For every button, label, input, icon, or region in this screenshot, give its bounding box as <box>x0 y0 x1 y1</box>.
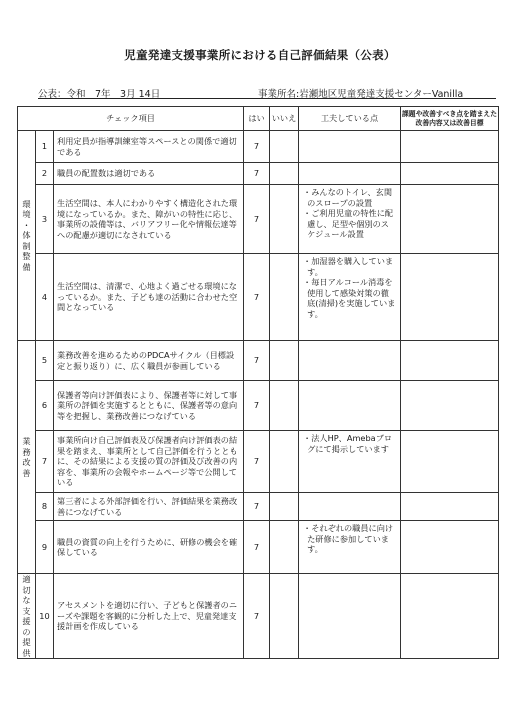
row-number: 1 <box>36 131 54 163</box>
header-row <box>18 107 499 131</box>
table-row <box>18 131 499 163</box>
no-count <box>270 574 299 659</box>
evaluation-table <box>17 106 499 659</box>
row-number: 2 <box>36 163 54 185</box>
efforts-cell <box>299 493 401 521</box>
yes-count: 7 <box>244 254 270 341</box>
section-char: 境 <box>22 209 31 220</box>
section-char: 援 <box>22 616 31 626</box>
efforts-cell <box>299 431 401 493</box>
efforts-cell <box>299 131 401 163</box>
table-row <box>18 381 499 431</box>
improvements-cell <box>401 521 499 574</box>
section-char: 善 <box>22 467 31 478</box>
yes-count: 7 <box>244 493 270 521</box>
effort-note: ・みんなのトイレ、玄関のスロープの設置 <box>303 187 393 208</box>
no-count <box>270 341 299 381</box>
row-number: 6 <box>36 381 54 431</box>
header-yes: はい <box>244 107 270 131</box>
header-efforts: 工夫している点 <box>299 107 401 131</box>
check-item-text: 保護者等向け評価表により、保護者等に対して事業所の評価を実施するとともに、保護者等の意向等を把握し、業務改善につなげている <box>54 381 244 431</box>
section-char: 供 <box>22 647 31 658</box>
info-underline <box>38 98 496 99</box>
yes-count: 7 <box>244 163 270 185</box>
improvements-cell <box>401 185 499 254</box>
section-char: 業 <box>22 436 31 446</box>
efforts-cell <box>299 574 401 659</box>
efforts-cell <box>299 521 401 574</box>
improvements-cell <box>401 574 499 659</box>
no-count <box>270 431 299 493</box>
row-number: 8 <box>36 493 54 521</box>
no-count <box>270 493 299 521</box>
header-no: いいえ <box>270 107 299 131</box>
section-support <box>18 574 36 659</box>
table-row <box>18 521 499 574</box>
table-row <box>18 431 499 493</box>
table-row <box>18 574 499 659</box>
row-number: 7 <box>36 431 54 493</box>
check-item-text: 職員の配置数は適切である <box>54 163 244 185</box>
improvements-cell <box>401 341 499 381</box>
check-item-text: 生活空間は、本人にわかりやすく構造化された環境になっているか。また、障がいの特性に応じ、事業所の設備等は、バリアフリー化や情報伝達等への配慮が適切になされている <box>54 185 244 254</box>
facility-name: 事業所名:岩瀬地区児童発達支援センターVanilla <box>258 89 464 100</box>
yes-count: 7 <box>244 431 270 493</box>
no-count <box>270 131 299 163</box>
page-title: 児童発達支援事業所における自己評価結果（公表） <box>124 48 396 62</box>
effort-note: ・加湿器を購入しています。 <box>303 256 394 277</box>
section-char: 備 <box>22 261 31 272</box>
improvements-cell <box>401 431 499 493</box>
section-char: 体 <box>22 230 31 241</box>
efforts-cell <box>299 381 401 431</box>
table-row <box>18 185 499 254</box>
table-row <box>18 493 499 521</box>
row-number: 9 <box>36 521 54 574</box>
section-char: な <box>22 595 31 605</box>
check-item-text: 第三者による外部評価を行い、評価結果を業務改善につなげている <box>54 493 244 521</box>
section-char: ・ <box>22 219 31 230</box>
no-count <box>270 381 299 431</box>
no-count <box>270 254 299 341</box>
section-char: の <box>22 626 31 637</box>
improvements-cell <box>401 493 499 521</box>
check-item-text: 事業所向け自己評価表及び保護者向け評価表の結果を踏まえ、事業所として自己評価を行うとともに、その結果による支援の質の評価及び改善の内容を、事業所の会報やホームページ等で公開している <box>54 431 244 493</box>
check-item-text: 利用定員が指導訓練室等スペースとの関係で適切である <box>54 131 244 163</box>
no-count <box>270 521 299 574</box>
improvements-cell <box>401 381 499 431</box>
section-environment <box>18 131 36 341</box>
improvements-cell <box>401 254 499 341</box>
yes-count: 7 <box>244 341 270 381</box>
section-improvement <box>18 341 36 574</box>
no-count <box>270 185 299 254</box>
yes-count: 7 <box>244 381 270 431</box>
row-number: 5 <box>36 341 54 381</box>
section-char: 適 <box>22 574 31 584</box>
section-char: 環 <box>22 198 31 209</box>
no-count <box>270 163 299 185</box>
efforts-cell <box>299 163 401 185</box>
section-char: 整 <box>22 251 31 262</box>
efforts-cell <box>299 185 401 254</box>
yes-count: 7 <box>244 574 270 659</box>
yes-count: 7 <box>244 521 270 574</box>
yes-count: 7 <box>244 131 270 163</box>
row-number: 3 <box>36 185 54 254</box>
header-check-items: チェック項目 <box>18 107 244 131</box>
section-char: 制 <box>22 240 31 251</box>
efforts-cell <box>299 341 401 381</box>
section-char: 切 <box>22 584 31 595</box>
check-item-text: アセスメントを適切に行い、子どもと保護者のニーズや課題を客観的に分析した上で、児童発達支援計画を作成している <box>54 574 244 659</box>
check-item-text: 職員の資質の向上を行うために、研修の機会を確保している <box>54 521 244 574</box>
row-number: 4 <box>36 254 54 341</box>
section-char: 支 <box>22 605 31 616</box>
section-char: 務 <box>22 446 31 457</box>
effort-note: ・それぞれの職員に向けた研修に参加しています。 <box>303 523 394 554</box>
row-number: 10 <box>36 574 54 659</box>
effort-note: ・毎日アルコール消毒を使用して感染対策の徹底(清掃)を実施しています。 <box>303 277 396 319</box>
check-item-text: 業務改善を進めるためのPDCAサイクル（目標設定と振り返り）に、広く職員が参画している <box>54 341 244 381</box>
effort-note: ・ご利用児童の特性に配慮し、足型や個別のスケジュール設置 <box>303 208 394 239</box>
yes-count: 7 <box>244 185 270 254</box>
table-row <box>18 254 499 341</box>
improvements-cell <box>401 131 499 163</box>
section-char: 提 <box>22 637 31 647</box>
section-char: 改 <box>22 457 31 467</box>
table-row <box>18 163 499 185</box>
check-item-text: 生活空間は、清潔で、心地よく過ごせる環境になっているか。また、子ども達の活動に合わせた空間となっている <box>54 254 244 341</box>
header-improvements: 課題や改善すべき点を踏まえた改善内容又は改善目標 <box>401 107 499 131</box>
efforts-cell <box>299 254 401 341</box>
improvements-cell <box>401 163 499 185</box>
publication-date: 公表：令和 7年 3月 14日 <box>38 89 161 100</box>
effort-note: ・法人HP、Amebaブログにて掲示しています <box>303 433 393 454</box>
table-row <box>18 341 499 381</box>
